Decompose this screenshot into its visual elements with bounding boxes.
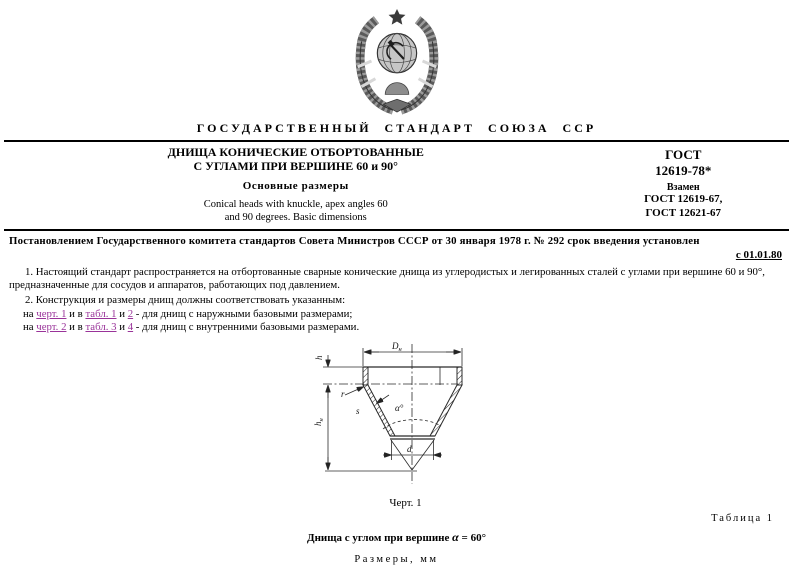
dim-label-h-total: $h_н$ [313, 418, 325, 426]
dim-label-h: h [314, 355, 324, 360]
title-block [9, 142, 784, 229]
line-outer-prefix: на [23, 307, 37, 320]
dim-label-r: r [341, 388, 345, 399]
line-outer-suffix: - для днищ с наружными базовыми размерами; [133, 307, 353, 320]
gost-designation-block [583, 145, 785, 225]
paragraph-scope: 1. Настоящий стандарт распространяется на отбортованные сварные конические днища из углеродистых и легированных сталей с углами при вершине 60 и 90°, предназначенные для сосудов и аппаратов, работающих под давлением. [9, 265, 765, 291]
ussr-coat-of-arms-icon [345, 6, 449, 116]
title-en-line1: Conical heads with knuckle, apex angles 60 [203, 199, 388, 211]
line-outer-dims [9, 308, 784, 321]
replaces-label: Взамен [666, 182, 700, 193]
title-ru-line1: ДНИЩА КОНИЧЕСКИЕ ОТБОРТОВАННЫЕ [167, 145, 424, 159]
title-ru-line2: С УГЛАМИ ПРИ ВЕРШИНЕ 60 и 90° [193, 159, 398, 174]
title-column [9, 145, 583, 225]
paragraph-design: 2. Конструкция и размеры днищ должны соответствовать указанным: [25, 294, 346, 307]
line-outer-mid1: и в [66, 307, 86, 320]
standard-union-heading: ГОСУДАРСТВЕННЫЙ СТАНДАРТ СОЮЗА ССР [196, 121, 597, 135]
dimensions-units-label: Размеры, мм [354, 553, 439, 565]
replaces-item-2: ГОСТ 12621-67 [645, 206, 722, 219]
emblem-container [9, 0, 784, 118]
line-inner-mid1: и в [66, 321, 86, 334]
replaces-item-1: ГОСТ 12619-67, [644, 193, 723, 205]
figure-caption: Черт. 1 [389, 496, 422, 509]
line-inner-dims [9, 321, 784, 334]
line-outer-mid2: и [116, 307, 128, 320]
effective-date-value: с 01.01.80 [735, 248, 782, 261]
effective-date [9, 247, 784, 264]
table1-heading [9, 530, 784, 545]
dim-label-d: d [407, 443, 412, 454]
line-inner-suffix: - для днищ с внутренними базовыми размерами. [133, 321, 360, 334]
link-table3[interactable]: табл. 3 [85, 321, 117, 334]
dim-label-s: s [356, 405, 360, 416]
dim-label-D: $D_н$ [392, 340, 402, 353]
table1-heading-alpha: α [452, 529, 459, 544]
figure-container [9, 338, 784, 509]
link-table1[interactable]: табл. 1 [85, 307, 117, 320]
table1-heading-post: = 60° [458, 531, 486, 544]
link-table2[interactable]: 2 [127, 307, 134, 320]
link-fig2[interactable]: черт. 2 [36, 321, 67, 334]
title-en-line2: and 90 degrees. Basic dimensions [224, 211, 367, 223]
gost-code-label: ГОСТ [665, 147, 702, 162]
table1-heading-pre: Днища с углом при вершине [307, 531, 453, 544]
line-inner-mid2: и [116, 321, 128, 334]
link-table4[interactable]: 4 [127, 321, 134, 334]
dim-label-alpha: α° [395, 402, 404, 413]
conical-head-drawing [295, 338, 520, 488]
decree-text: Постановлением Государственного комитета стандартов Совета Министров СССР от 30 января 1978 г. № 292 срок введения установлен [9, 234, 700, 247]
gost-number: 12619-78* [655, 163, 712, 178]
link-fig1[interactable]: черт. 1 [36, 307, 67, 320]
subtitle-ru: Основные размеры [242, 180, 349, 193]
line-inner-prefix: на [23, 321, 37, 334]
table1-label: Таблица 1 [711, 512, 774, 524]
